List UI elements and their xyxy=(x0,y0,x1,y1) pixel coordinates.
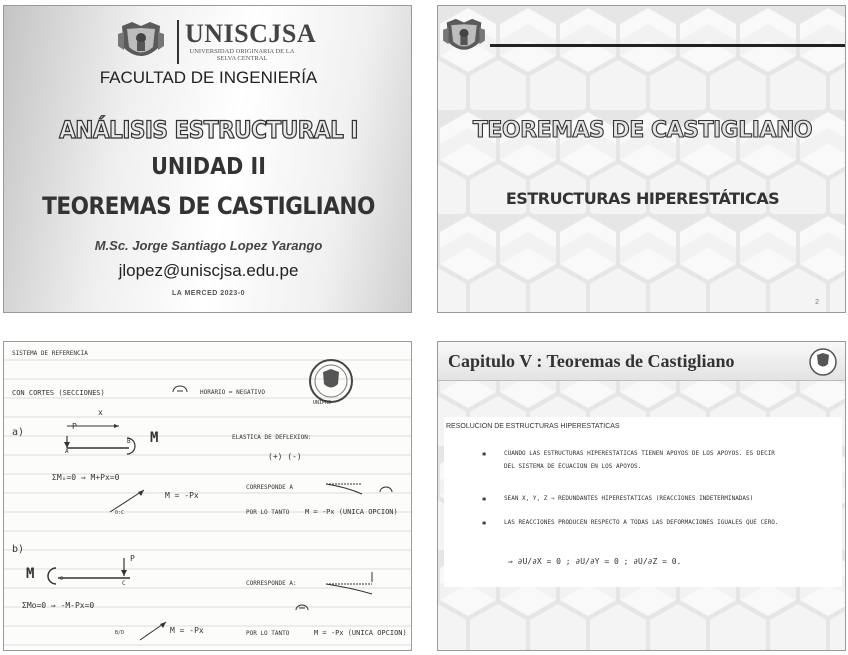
castigliano-equations: ⇒ ∂U/∂X = 0 ; ∂U/∂Y = 0 ; ∂U/∂Z = 0. xyxy=(508,557,682,566)
beam-diagram-b xyxy=(44,554,144,594)
deflection-sketch-b xyxy=(322,570,402,618)
note-1-line-2: DEL SISTEMA DE ECUACION EN LOS APOYOS. xyxy=(504,463,642,470)
section-slide[interactable] xyxy=(437,5,846,313)
bullet-1: ✱ xyxy=(482,450,487,458)
university-name: UNISCJSA xyxy=(185,19,317,48)
equilibrium-eq-b: ΣMo=0 ⇒ -M-Px=0 xyxy=(22,601,95,610)
bullet-3: ✱ xyxy=(482,519,487,527)
case-b-label: b) xyxy=(12,544,25,555)
handwritten-notes-slide[interactable] xyxy=(3,341,412,651)
unit-title: UNIDAD II xyxy=(151,154,266,180)
author-name: M.Sc. Jorge Santiago Lopez Yarango xyxy=(94,238,323,253)
course-title: ANÁLISIS ESTRUCTURAL I xyxy=(59,116,358,144)
therefore-note-b: POR LO TANTO xyxy=(246,630,290,637)
deflection-sketch-a xyxy=(322,478,402,500)
chapter-title: Capitulo V : Teoremas de Castigliano xyxy=(448,351,735,371)
point-a: A xyxy=(65,448,69,455)
title-slide[interactable] xyxy=(3,5,412,313)
university-seal xyxy=(308,358,354,404)
sign-arrow-icon xyxy=(170,382,190,398)
notes-cuts: CON CORTES (SECCIONES) xyxy=(12,389,105,397)
university-shield-logo xyxy=(443,17,485,57)
page-number: 2 xyxy=(815,299,819,306)
moment-result-a: M = -Px xyxy=(165,491,199,500)
university-fullname: UNIVERSIDAD ORIGINARIA DE LA SELVA CENTRAL xyxy=(189,48,295,62)
seal-text: UNIPRO xyxy=(313,400,332,406)
x-label: x xyxy=(98,408,103,417)
point-c: C xyxy=(122,580,126,587)
hexagon-background xyxy=(438,6,845,312)
point-b: B xyxy=(127,438,131,445)
topic-title: TEOREMAS DE CASTIGLIANO xyxy=(42,192,375,220)
sign-arrow-icon xyxy=(294,600,310,612)
notes-heading: SISTEMA DE REFERENCIA xyxy=(12,350,88,357)
section-title: TEOREMAS DE CASTIGLIANO xyxy=(472,118,813,143)
content-slide[interactable] xyxy=(437,341,846,651)
header-rule xyxy=(490,44,845,47)
content-subtitle: RESOLUCION DE ESTRUCTURAS HIPERESTATICAS xyxy=(446,423,620,430)
origin-label: 0:C xyxy=(115,510,125,516)
equilibrium-eq-a: ΣMₒ=0 ⇒ M+Px=0 xyxy=(52,473,120,482)
bullet-2: ✱ xyxy=(482,495,487,503)
notes-sign-rule: HORARIO = NEGATIVO xyxy=(200,389,266,396)
pointer-arrow xyxy=(138,620,170,642)
logo-divider xyxy=(177,20,179,64)
point-zero: 0 xyxy=(60,576,64,582)
university-seal xyxy=(808,347,838,377)
curvature-note: ELASTICA DE DEFLEXION: xyxy=(232,434,312,441)
therefore-note-a: POR LO TANTO xyxy=(246,509,290,516)
note-3: LAS REACCIONES PRODUCEN RESPECTO A TODAS LAS DEFORMACIONES IGUALES QUE CERO. xyxy=(504,519,779,526)
note-2: SEAN X, Y, Z ⇒ REDUNDANTES HIPERESTATICAS (REACCIONES INDETERMINADAS) xyxy=(504,495,754,502)
author-email: jlopez@uniscjsa.edu.pe xyxy=(118,261,299,280)
p-label-a: P xyxy=(72,422,77,431)
p-label-b: P xyxy=(130,554,135,563)
moment-result-b: M = -Px xyxy=(170,626,204,635)
university-shield-logo xyxy=(118,20,164,64)
sign-convention: (+) (-) xyxy=(268,452,302,461)
place-date: LA MERCED 2023-0 xyxy=(171,290,246,297)
case-a-label: a) xyxy=(12,427,25,438)
pointer-arrow xyxy=(108,488,148,514)
corresponds-note: CORRESPONDE A xyxy=(246,484,293,491)
moment-label-b: M xyxy=(26,566,35,582)
section-subtitle: ESTRUCTURAS HIPERESTÁTICAS xyxy=(505,189,780,208)
final-result-b: M = -Px (UNICA OPCION) xyxy=(314,629,407,637)
bd-label: B/D xyxy=(115,630,125,636)
final-result-a: M = -Px (UNICA OPCION) xyxy=(305,508,398,516)
corresponds-note-b: CORRESPONDE A: xyxy=(246,580,297,587)
moment-label-a: M xyxy=(150,430,159,446)
faculty-title: FACULTAD DE INGENIERÍA xyxy=(99,68,318,87)
note-1-line-1: CUANDO LAS ESTRUCTURAS HIPERESTATICAS TIENEN APOYOS DE LOS APOYOS. ES DECIR xyxy=(504,450,775,457)
